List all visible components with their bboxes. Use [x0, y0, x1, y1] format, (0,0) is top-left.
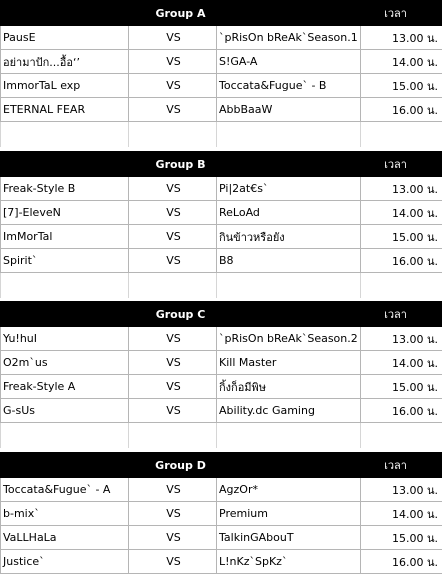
- match-row: [1, 201, 442, 225]
- empty-cell: [129, 273, 217, 298]
- vs-cell: VS: [129, 74, 217, 98]
- team1-cell: Yu!huI: [1, 327, 129, 351]
- team1-cell: Freak-Style B: [1, 177, 129, 201]
- group-header-row: [1, 302, 442, 327]
- vs-cell: VS: [129, 351, 217, 375]
- vs-cell: VS: [129, 526, 217, 550]
- empty-cell: [361, 122, 442, 147]
- empty-cell: [1, 122, 129, 147]
- match-row: [1, 351, 442, 375]
- team2-cell: Toccata&Fugue` - B: [217, 74, 361, 98]
- time-cell: 14.00 น.: [361, 50, 442, 74]
- match-row: [1, 550, 442, 574]
- match-row: [1, 74, 442, 98]
- time-cell: 13.00 น.: [361, 177, 442, 201]
- empty-cell: [217, 273, 361, 298]
- team1-cell: G-sUs: [1, 399, 129, 423]
- empty-cell: [129, 122, 217, 147]
- vs-cell: VS: [129, 225, 217, 249]
- time-cell: 16.00 น.: [361, 249, 442, 273]
- spacer-row: [1, 273, 442, 298]
- team2-cell: กินข้าวหรือยัง: [217, 225, 361, 249]
- vs-cell: VS: [129, 26, 217, 50]
- team2-cell: Ability.dc Gaming: [217, 399, 361, 423]
- team2-cell: TalkinGAbouT: [217, 526, 361, 550]
- vs-cell: VS: [129, 50, 217, 74]
- vs-cell: VS: [129, 201, 217, 225]
- time-cell: 16.00 น.: [361, 98, 442, 122]
- time-cell: 13.00 น.: [361, 478, 442, 502]
- vs-cell: VS: [129, 478, 217, 502]
- time-cell: 15.00 น.: [361, 225, 442, 249]
- empty-cell: [129, 423, 217, 448]
- group-title: Group D: [1, 453, 361, 478]
- vs-cell: VS: [129, 177, 217, 201]
- match-row: [1, 26, 442, 50]
- vs-cell: VS: [129, 327, 217, 351]
- group-block: [0, 0, 442, 147]
- empty-cell: [217, 122, 361, 147]
- time-cell: 16.00 น.: [361, 399, 442, 423]
- team1-cell: Freak-Style A: [1, 375, 129, 399]
- team2-cell: ReLoAd: [217, 201, 361, 225]
- match-row: [1, 225, 442, 249]
- match-row: [1, 249, 442, 273]
- team1-cell: [7]-EleveN: [1, 201, 129, 225]
- group-title: Group A: [1, 1, 361, 26]
- match-row: [1, 526, 442, 550]
- time-column-header: เวลา: [361, 152, 442, 177]
- empty-cell: [361, 273, 442, 298]
- match-row: [1, 177, 442, 201]
- time-cell: 14.00 น.: [361, 502, 442, 526]
- team1-cell: PausE: [1, 26, 129, 50]
- group-table: [0, 301, 442, 448]
- team1-cell: b-mix`: [1, 502, 129, 526]
- time-cell: 13.00 น.: [361, 327, 442, 351]
- team2-cell: AbbBaaW: [217, 98, 361, 122]
- time-column-header: เวลา: [361, 302, 442, 327]
- empty-cell: [1, 273, 129, 298]
- group-block: [0, 151, 442, 298]
- team2-cell: กิ้งก็อมีพิษ: [217, 375, 361, 399]
- time-cell: 15.00 น.: [361, 526, 442, 550]
- team1-cell: Spirit`: [1, 249, 129, 273]
- time-cell: 15.00 น.: [361, 375, 442, 399]
- match-row: [1, 399, 442, 423]
- team2-cell: `pRisOn bReAk`Season.2: [217, 327, 361, 351]
- empty-cell: [361, 423, 442, 448]
- team1-cell: Justice`: [1, 550, 129, 574]
- team2-cell: Kill Master: [217, 351, 361, 375]
- vs-cell: VS: [129, 98, 217, 122]
- group-header-row: [1, 453, 442, 478]
- time-cell: 14.00 น.: [361, 351, 442, 375]
- vs-cell: VS: [129, 249, 217, 273]
- empty-cell: [217, 423, 361, 448]
- match-row: [1, 502, 442, 526]
- time-cell: 15.00 น.: [361, 74, 442, 98]
- team1-cell: ImmorTaL exp: [1, 74, 129, 98]
- match-row: [1, 327, 442, 351]
- team1-cell: O2m`us: [1, 351, 129, 375]
- team2-cell: Premium: [217, 502, 361, 526]
- vs-cell: VS: [129, 502, 217, 526]
- vs-cell: VS: [129, 550, 217, 574]
- team1-cell: VaLLHaLa: [1, 526, 129, 550]
- group-table: [0, 0, 442, 147]
- group-table: [0, 452, 442, 574]
- group-block: [0, 452, 442, 574]
- match-row: [1, 375, 442, 399]
- team2-cell: Pi|2at€s`: [217, 177, 361, 201]
- vs-cell: VS: [129, 399, 217, 423]
- group-title: Group C: [1, 302, 361, 327]
- match-row: [1, 478, 442, 502]
- team2-cell: AgzOr*: [217, 478, 361, 502]
- time-cell: 14.00 น.: [361, 201, 442, 225]
- team2-cell: B8: [217, 249, 361, 273]
- team1-cell: ImMorTal: [1, 225, 129, 249]
- team1-cell: อย่ามาปัก...อื้อ‘’: [1, 50, 129, 74]
- empty-cell: [1, 423, 129, 448]
- spacer-row: [1, 423, 442, 448]
- time-column-header: เวลา: [361, 453, 442, 478]
- group-table: [0, 151, 442, 298]
- team1-cell: Toccata&Fugue` - A: [1, 478, 129, 502]
- time-column-header: เวลา: [361, 1, 442, 26]
- group-title: Group B: [1, 152, 361, 177]
- group-header-row: [1, 1, 442, 26]
- match-row: [1, 98, 442, 122]
- group-block: [0, 301, 442, 448]
- time-cell: 16.00 น.: [361, 550, 442, 574]
- team2-cell: L!nKz`SpKz`: [217, 550, 361, 574]
- match-row: [1, 50, 442, 74]
- team2-cell: S!GA-A: [217, 50, 361, 74]
- team2-cell: `pRisOn bReAk`Season.1: [217, 26, 361, 50]
- vs-cell: VS: [129, 375, 217, 399]
- time-cell: 13.00 น.: [361, 26, 442, 50]
- team1-cell: ETERNAL FEAR: [1, 98, 129, 122]
- spacer-row: [1, 122, 442, 147]
- group-header-row: [1, 152, 442, 177]
